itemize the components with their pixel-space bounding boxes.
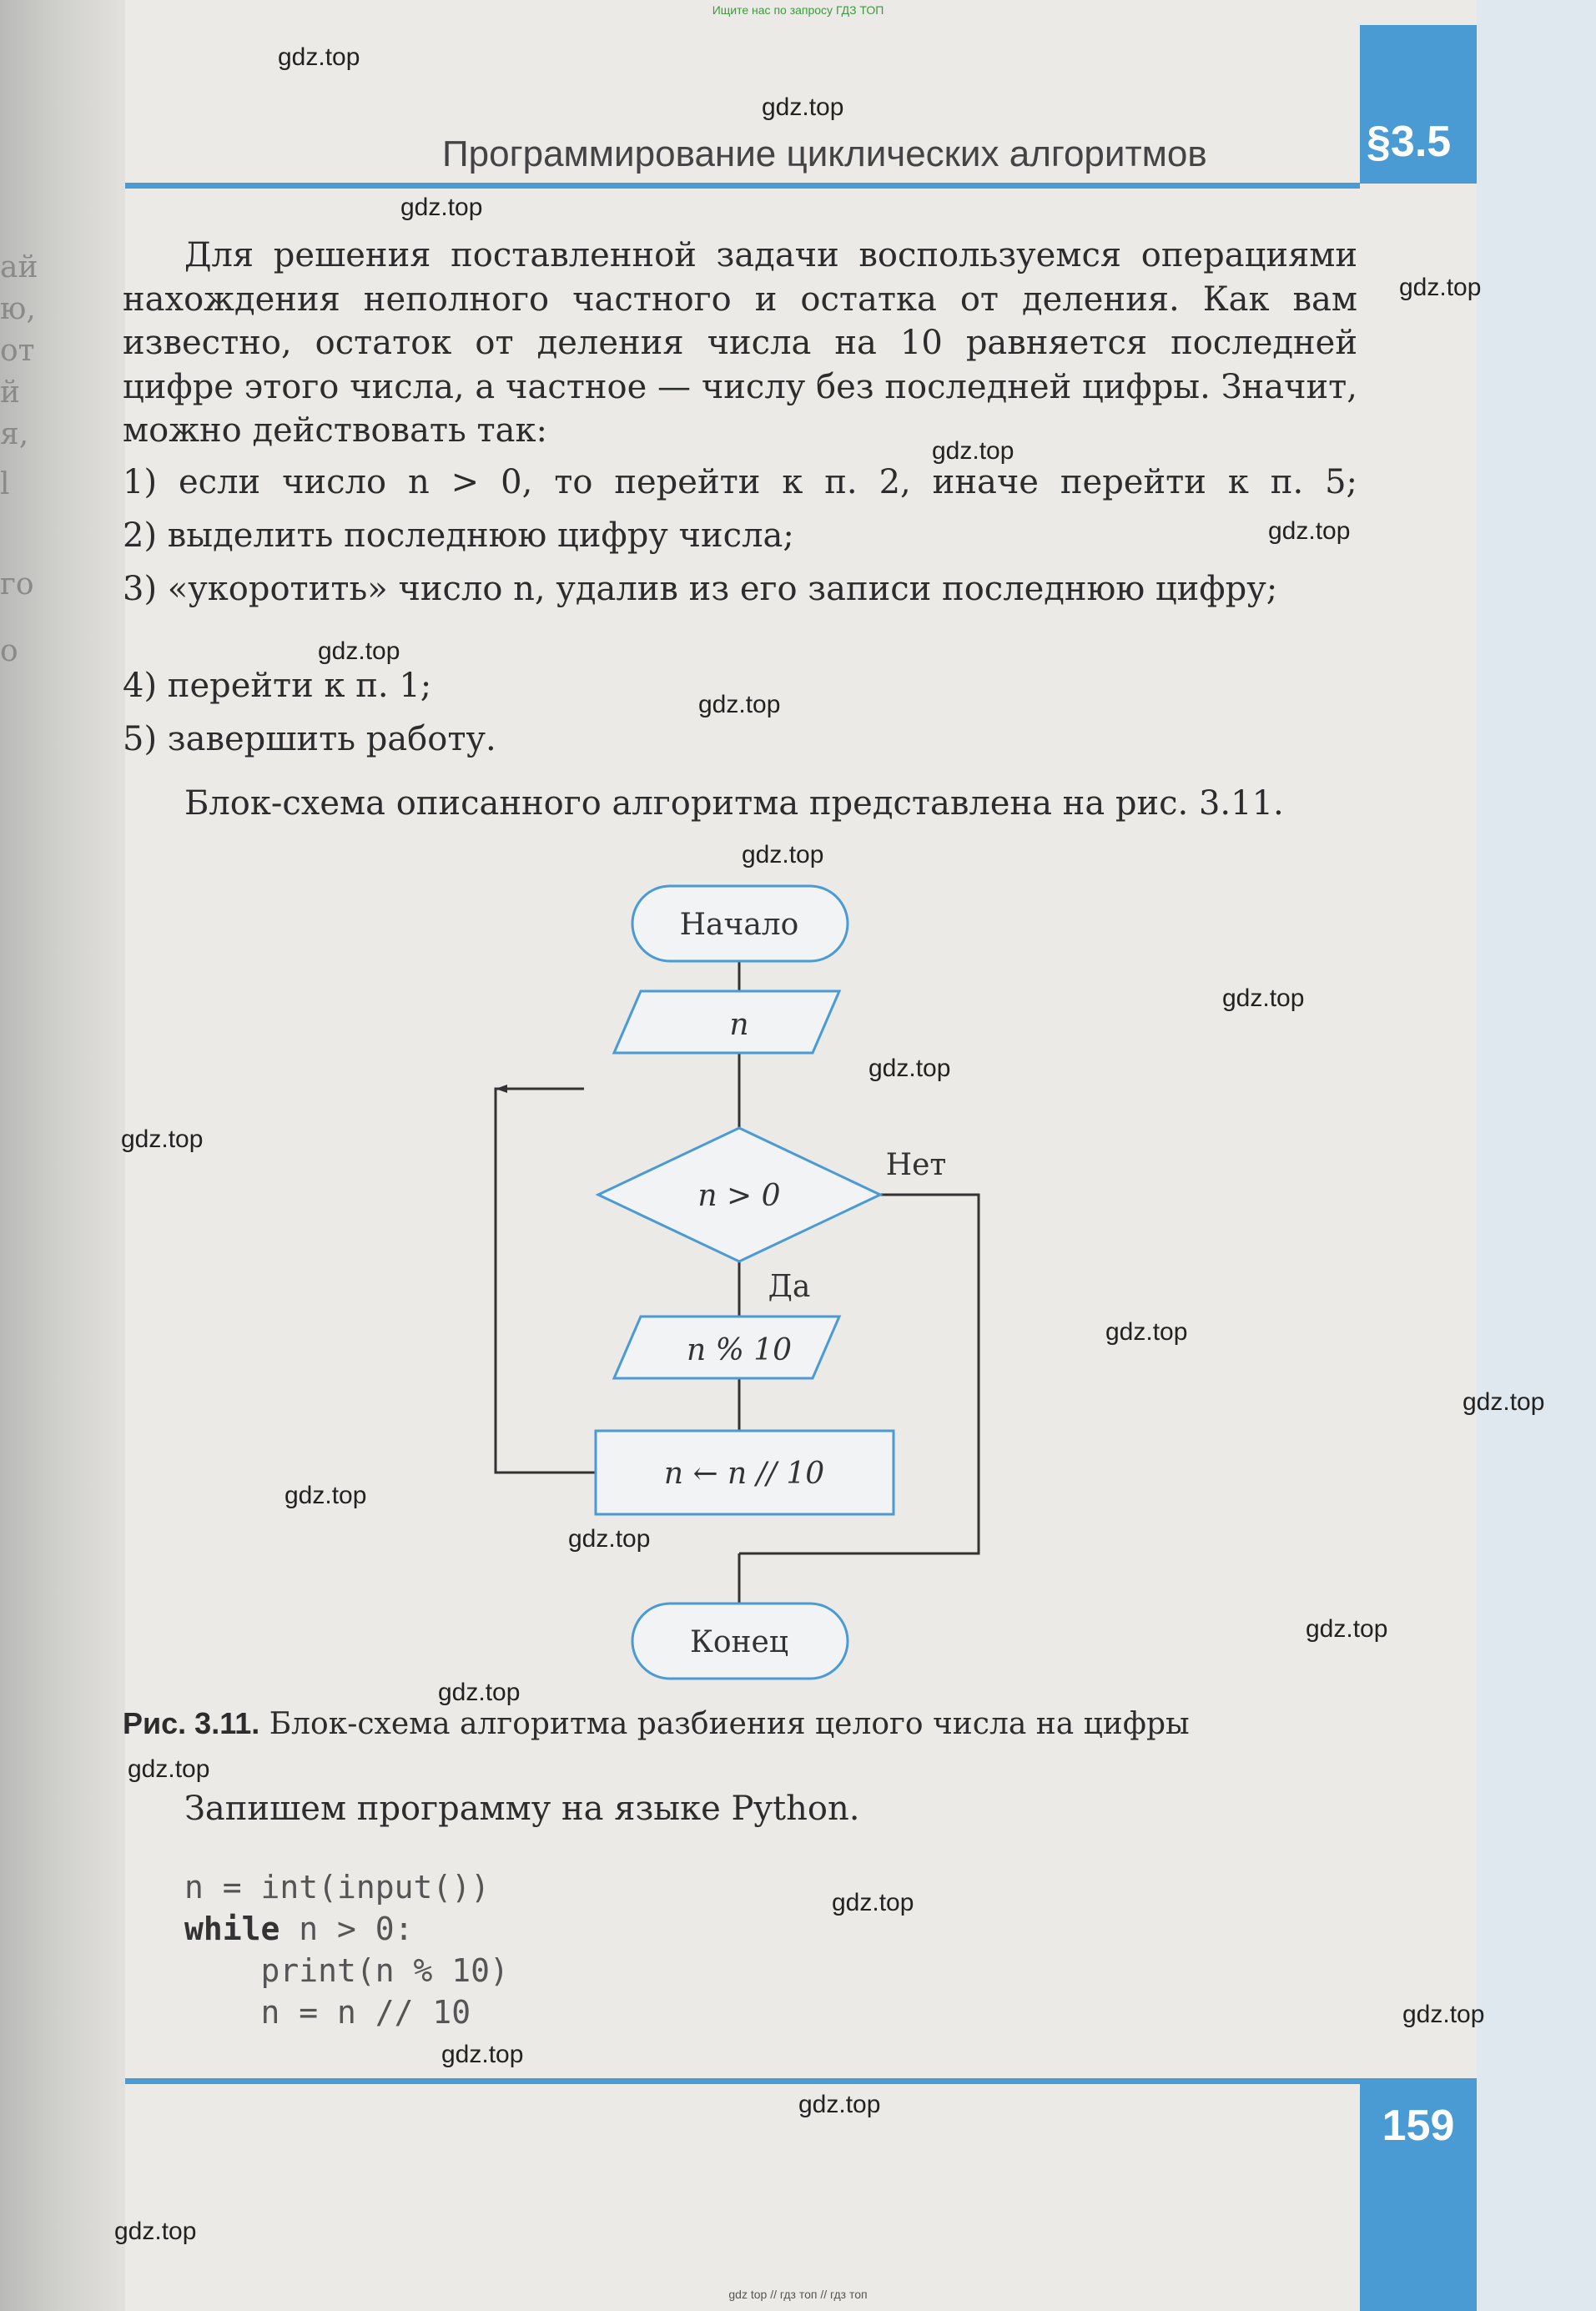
watermark: gdz.top xyxy=(1306,1615,1388,1643)
spine-fragment: го xyxy=(0,567,34,602)
watermark: gdz.top xyxy=(128,1755,210,1783)
flowchart-intro: Блок-схема описанного алгоритма представлена на рис. 3.11. xyxy=(184,784,1284,823)
watermark: gdz.top xyxy=(868,1055,951,1082)
item-number: 4) xyxy=(123,667,158,705)
spine-fragment: я, xyxy=(0,417,29,451)
watermark: gdz.top xyxy=(1268,517,1351,545)
item-number: 1) xyxy=(123,463,158,501)
code-line-3: print(n % 10) xyxy=(184,1952,509,1989)
section-number: §3.5 xyxy=(1367,118,1452,166)
watermark: gdz.top xyxy=(318,637,400,665)
watermark: gdz.top xyxy=(121,1125,204,1153)
watermark: gdz.top xyxy=(568,1525,651,1553)
item-text: выделить последнюю цифру числа; xyxy=(167,516,794,555)
item-text: если число n > 0, то перейти к п. 2, иначе перейти к п. 5; xyxy=(179,463,1358,501)
watermark: gdz.top xyxy=(1222,984,1305,1012)
item-number: 3) xyxy=(123,570,158,608)
spine-fragment: о xyxy=(0,634,18,668)
watermark: gdz.top xyxy=(932,437,1014,465)
caption-text: Блок-схема алгоритма разбиения целого числа на цифры xyxy=(269,1707,1190,1741)
item-text: «укоротить» число n, удалив из его записи последнюю цифру; xyxy=(167,570,1278,608)
output-label: n % 10 xyxy=(686,1333,793,1367)
assign-label: n ← n // 10 xyxy=(663,1457,825,1491)
code-line-2-rest: n > 0: xyxy=(279,1911,414,1947)
watermark: gdz.top xyxy=(742,841,824,869)
python-intro: Запишем программу на языке Python. xyxy=(184,1790,860,1828)
no-label: Нет xyxy=(885,1148,947,1182)
spine-fragment: ай xyxy=(0,250,38,284)
end-label: Конец xyxy=(690,1625,788,1659)
caption-label: Рис. 3.11. xyxy=(123,1706,260,1740)
start-label: Начало xyxy=(679,908,799,942)
spine-fragment: й xyxy=(0,375,20,410)
watermark: gdz.top xyxy=(400,194,483,221)
intro-paragraph: Для решения поставленной задачи воспользуемся операциями нахождения неполного частного и остатка от деления. Как вам известно, остаток от деления числа на 10 равняется последней цифре этого числа, а частное — числу без последней цифры. Значит, можно действовать так: xyxy=(123,236,1357,450)
watermark: gdz.top xyxy=(1463,1388,1545,1416)
code-line-1: n = int(input()) xyxy=(184,1869,491,1906)
condition-label: n > 0 xyxy=(697,1179,781,1213)
top-ad-text: Ищите нас по запросу ГДЗ ТОП xyxy=(712,3,884,17)
input-parallelogram xyxy=(614,991,839,1053)
spine-fragment: ю, xyxy=(0,292,36,326)
input-label: n xyxy=(729,1008,749,1042)
watermark: gdz.top xyxy=(438,1679,521,1706)
keyword-while: while xyxy=(184,1911,280,1947)
code-line-4: n = n // 10 xyxy=(184,1994,471,2031)
watermark: gdz.top xyxy=(278,43,360,71)
figure-caption xyxy=(123,1706,1190,1741)
spine-fragment: l xyxy=(0,467,10,501)
item-text: перейти к п. 1; xyxy=(167,667,432,705)
watermark: gdz.top xyxy=(1105,1318,1188,1346)
item-number: 5) xyxy=(123,720,158,758)
yes-label: Да xyxy=(768,1270,811,1304)
item-text: завершить работу. xyxy=(167,720,496,758)
watermark: gdz.top xyxy=(698,691,781,718)
watermark: gdz.top xyxy=(798,2091,881,2118)
watermark: gdz.top xyxy=(1402,2001,1485,2028)
watermark: gdz.top xyxy=(1399,274,1482,301)
watermark: gdz.top xyxy=(441,2041,524,2068)
bottom-ad-text: gdz top // гдз топ // гдз топ xyxy=(728,2288,868,2301)
loop-back-line xyxy=(496,1089,596,1473)
page-number: 159 xyxy=(1382,2102,1455,2150)
watermark: gdz.top xyxy=(762,93,844,121)
item-number: 2) xyxy=(123,516,158,555)
watermark: gdz.top xyxy=(114,2218,197,2245)
code-line-2 xyxy=(184,1911,414,1947)
spine-fragment: от xyxy=(0,334,35,368)
page-header-title: Программирование циклических алгоритмов xyxy=(442,133,1207,174)
watermark: gdz.top xyxy=(284,1482,367,1509)
footer-rule xyxy=(125,2078,1360,2084)
watermark: gdz.top xyxy=(832,1889,914,1916)
